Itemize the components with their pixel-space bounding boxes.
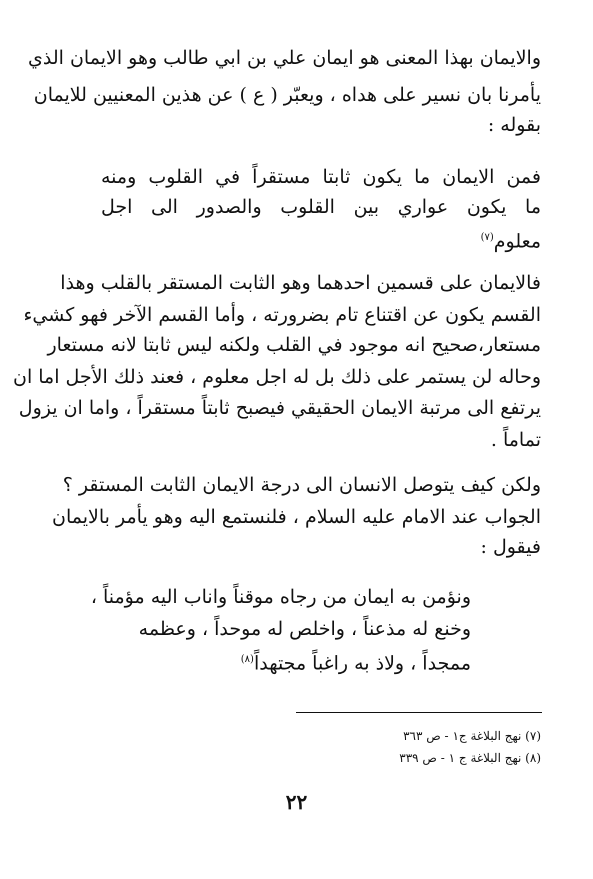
quote-line: ونؤمن به ايمان من رجاه موقناً واناب اليه مؤمناً ، — [90, 586, 471, 608]
page-number: ٢٢ — [285, 790, 308, 814]
text-line: الجواب عند الامام عليه السلام ، فلنستمع اليه وهو يأمر بالايمان — [52, 506, 541, 528]
footnote-marker: (٧) — [480, 232, 494, 243]
text-line: القسم يكون عن اقتناع تام بضرورته ، وأما القسم الآخر فهو كشيء — [23, 304, 541, 326]
quote-line — [241, 645, 471, 678]
text-line: فالايمان على قسمين احدهما وهو الثابت المستقر بالقلب وهذا — [60, 272, 541, 294]
footnote-separator — [296, 712, 542, 713]
footnote: (٨) نهج البلاغة ج ١ - ص ٣٣٩ — [399, 751, 541, 765]
quote-line: وخنع له مذعناً ، واخلص له موحداً ، وعظمه — [138, 618, 471, 640]
quote-line: فمن الايمان ما يكون ثابتا مستقراً في القلوب ومنه — [101, 166, 541, 188]
quote-text: ممجداً ، ولاذ به راغباً مجتهداً — [253, 652, 471, 675]
text-line: بقوله : — [487, 114, 541, 136]
text-line: ولكن كيف يتوصل الانسان الى درجة الايمان الثابت المستقر ؟ — [62, 474, 541, 496]
footnote-marker: (٨) — [240, 654, 254, 665]
text-line: والايمان بهذا المعنى هو ايمان علي بن ابي طالب وهو الايمان الذي — [28, 47, 541, 69]
quote-line — [101, 223, 541, 256]
text-line: وحاله لن يستمر على ذلك بل له اجل معلوم ، فعند ذلك الأجل اما ان — [12, 366, 541, 388]
text-line: يأمرنا بان نسير على هداه ، ويعبّر ( ع ) عن هذين المعنيين للايمان — [33, 84, 541, 106]
quote-line: ما يكون عواري بين القلوب والصدور الى اجل — [101, 196, 541, 218]
footnote: (٧) نهج البلاغة ج١ - ص ٣٦٣ — [403, 729, 541, 743]
text-line: مستعار،صحيح انه موجود في القلب ولكنه ليس ثابتا لانه مستعار — [47, 334, 541, 356]
text-line: فيقول : — [480, 536, 541, 558]
quote-text: معلوم — [493, 230, 541, 253]
text-line: تماماً . — [490, 429, 541, 451]
text-line: يرتفع الى مرتبة الايمان الحقيقي فيصبح ثابتاً مستقراً ، واما ان يزول — [18, 397, 541, 419]
